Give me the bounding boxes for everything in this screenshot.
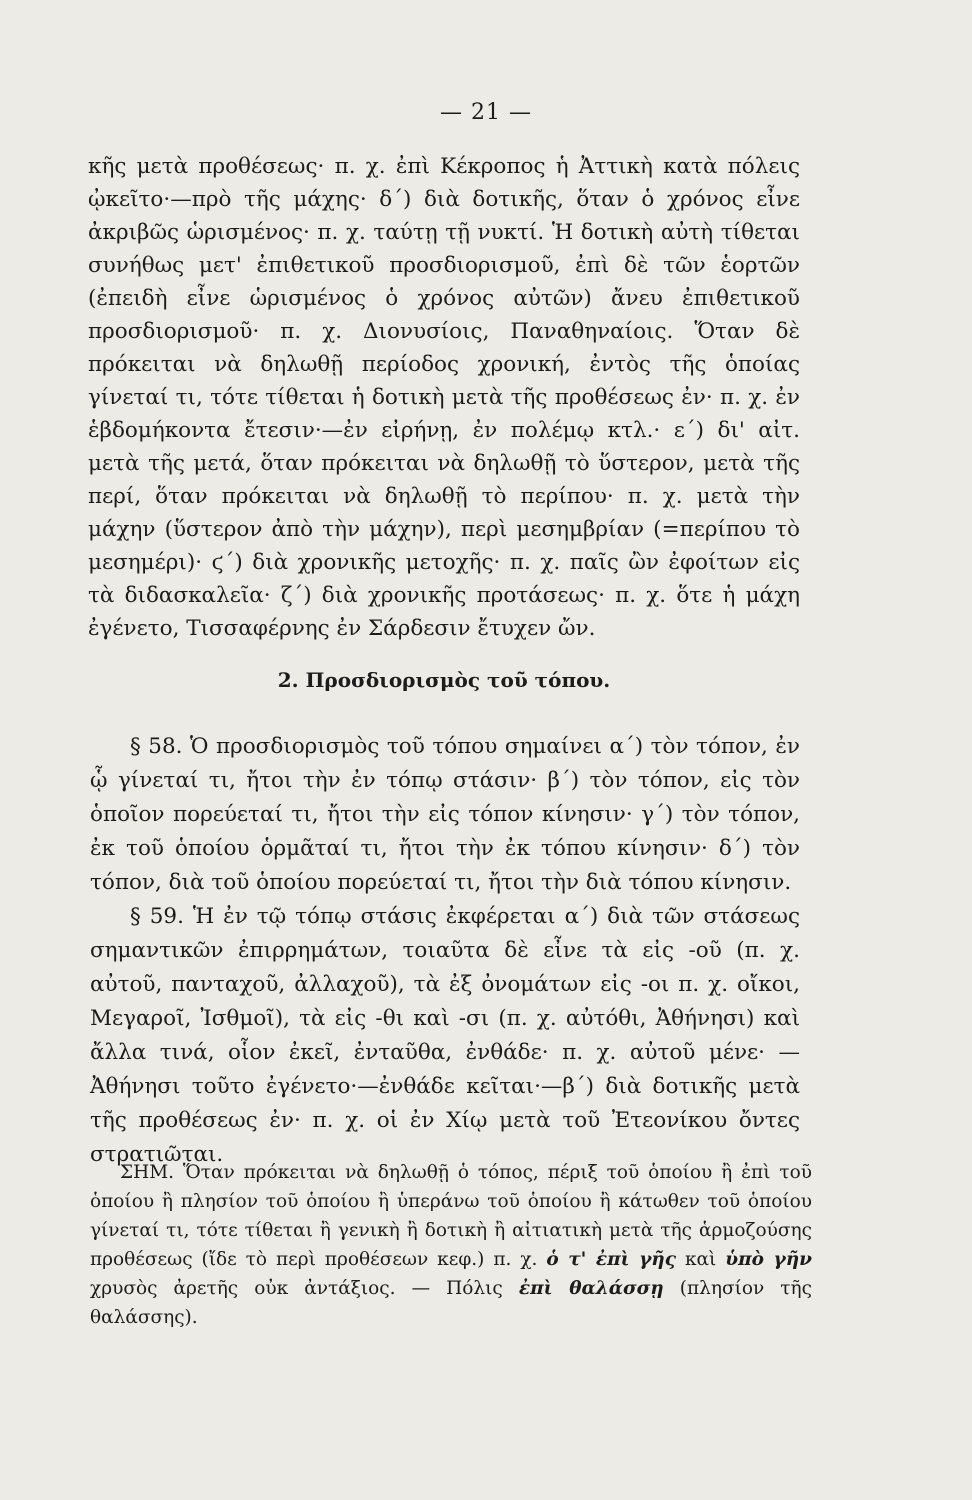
section-heading: 2. Προσδιορισμὸς τοῦ τόπου. — [277, 668, 611, 692]
paragraph-58: § 58. Ὁ προσδιορισμὸς τοῦ τόπου σημαίνει α΄) τὸν τόπον, ἐν ᾧ γίνεταί τι, ἤτοι τὴν ἐν τόπῳ στάσιν· β΄) τὸν τόπον, εἰς τὸν ὁποῖον πορεύεταί τι, ἤτοι τὴν εἰς τόπον κίνησιν· γ΄) τὸν τόπον, ἐκ τοῦ ὁποίου ὁρμᾶταί τι, ἤτοι τὴν ἐκ τόπου κίνησιν· δ΄) τὸν τόπον, διὰ τοῦ ὁποίου πορεύεταί τι, ἤτοι τὴν διὰ τόπου κίνησιν. — [90, 734, 800, 895]
note-tail: (πλησίον τῆς θαλάσσης). — [90, 1278, 812, 1328]
paragraph-text: κῆς μετὰ προθέσεως· π. χ. ἐπὶ Κέκροπος ἡ Ἀττικὴ κατὰ πόλεις ᾠκεῖτο·—πρὸ τῆς μάχης· δ΄) διὰ δοτικῆς, ὅταν ὁ χρόνος εἶνε ἀκριβῶς ὡρισμένος· π. χ. ταύτῃ τῇ νυκτί. Ἡ δοτικὴ αὐτὴ τίθεται συνήθως μετ' ἐπιθετικοῦ προσδιορισμοῦ, ἐπὶ δὲ τῶν ἑορτῶν (ἐπειδὴ εἶνε ὡρισμένος ὁ χρόνος αὐτῶν) ἄνευ ἐπιθετικοῦ προσδιορισμοῦ· π. χ. Διονυσίοις, Παναθηναίοις. Ὅταν δὲ πρόκειται νὰ δηλωθῇ περίοδος χρονική, ἐντὸς τῆς ὁποίας γίνεταί τι, τότε τίθεται ἡ δοτικὴ μετὰ τῆς προθέσεως ἐν· π. χ. ἐν ἑβδομήκοντα ἔτεσιν·—ἐν εἰρήνῃ, ἐν πολέμῳ κτλ.· ε΄) δι' αἰτ. μετὰ τῆς μετά, ὅταν πρόκειται νὰ δηλωθῇ τὸ ὕστερον, μετὰ τῆς περί, ὅταν πρόκειται νὰ δηλωθῇ τὸ περίπου· π. χ. μετὰ τὴν μάχην (ὕστερον ἀπὸ τὴν μάχην), περὶ μεσημβρίαν (=περίπου τὸ μεσημέρι)· ϛ΄) διὰ χρονικῆς μετοχῆς· π. χ. παῖς ὢν ἐφοίτων εἰς τὰ διδασκαλεῖα· ζ΄) διὰ χρονικῆς προτάσεως· π. χ. ὅτε ἡ μάχη ἐγένετο, Τισσαφέρνης ἐν Σάρδεσιν ἔτυχεν ὤν. — [88, 154, 800, 641]
page-number: — 21 — — [440, 100, 532, 125]
note-emphasis-3: ἐπὶ θαλάσσῃ — [518, 1278, 664, 1299]
paragraph-59: § 59. Ἡ ἐν τῷ τόπῳ στάσις ἐκφέρεται α΄) διὰ τῶν στάσεως σημαντικῶν ἐπιρρημάτων, τοιαῦτα δὲ εἶνε τὰ εἰς -οῦ (π. χ. αὐτοῦ, πανταχοῦ, ἀλλαχοῦ), τὰ ἐξ ὀνομάτων εἰς -οι π. χ. οἴκοι, Μεγαροῖ, Ἰσθμοῖ), τὰ εἰς -θι καὶ -σι (π. χ. αὐτόθι, Ἀθήνησι) καὶ ἄλλα τινά, οἷον ἐκεῖ, ἐνταῦθα, ἐνθάδε· π. χ. αὐτοῦ μένε· —Ἀθήνησι τοῦτο ἐγένετο·—ἐνθάδε κεῖται·—β΄) διὰ δοτικῆς μετὰ τῆς προθέσεως ἐν· π. χ. οἱ ἐν Χίῳ μετὰ τοῦ Ἐτεονίκου ὄντες στρατιῶται. — [90, 904, 800, 1167]
note-mid-1: καὶ — [676, 1249, 726, 1270]
note-mid-2: χρυσὸς ἀρετῆς οὐκ ἀντάξιος. — Πόλις — [90, 1278, 519, 1299]
paragraph-time-continuation — [88, 150, 800, 645]
note-emphasis-1: ὁ τ' ἐπὶ γῆς — [546, 1249, 677, 1270]
note-block — [90, 1158, 812, 1332]
note-paragraph — [90, 1158, 812, 1332]
note-lead: ΣΗΜ. Ὅταν πρόκειται νὰ δηλωθῇ ὁ τόπος, πέριξ τοῦ ὁποίου ἢ ἐπὶ τοῦ ὁποίου ἢ πλησίον τοῦ ὁποίου ἢ ὑπεράνω τοῦ ὁποίου ἢ κάτωθεν τοῦ ὁποίου γίνεταί τι, τότε τίθεται ἢ γενικὴ ἢ δοτικὴ ἢ αἰτιατικὴ μετὰ τῆς ἁρμοζούσης προθέσεως (ἴδε τὸ περὶ προθέσεων κεφ.) π. χ. — [90, 1162, 812, 1270]
section-body — [90, 730, 800, 1172]
note-emphasis-2: ὑπὸ γῆν — [725, 1249, 812, 1270]
